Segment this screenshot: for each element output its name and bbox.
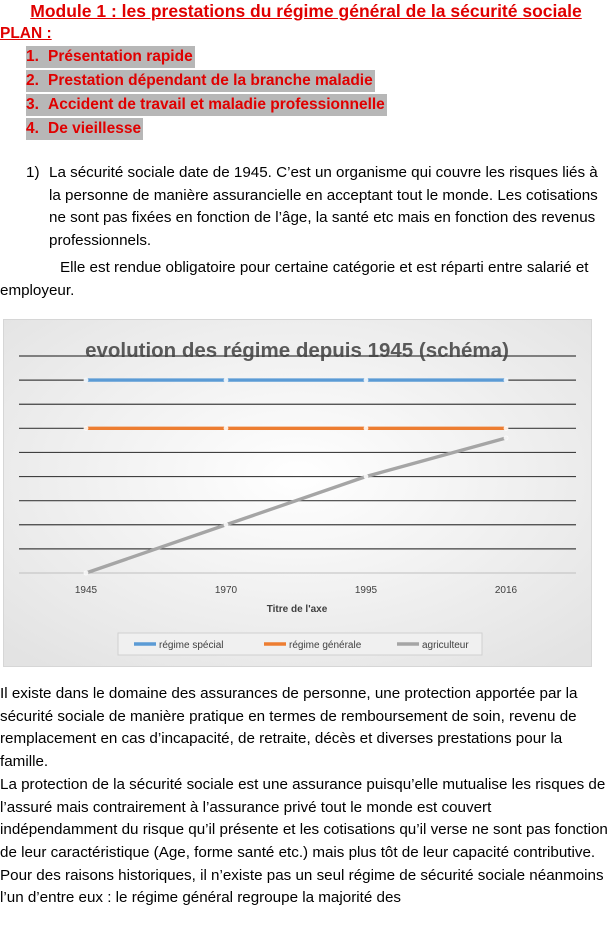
legend-label: agriculteur (422, 640, 469, 651)
x-tick-label: 1970 (214, 585, 238, 596)
legend-label: régime spécial (159, 640, 224, 651)
chart-title: evolution des régime depuis 1945 (schéma) (85, 339, 509, 362)
plan-item-number: 2. (26, 72, 39, 89)
body-text (0, 683, 612, 910)
data-point (504, 436, 509, 441)
plan-item-number: 4. (26, 120, 39, 137)
plan-item-label: De vieillesse (48, 120, 142, 137)
section-1-number: 1) (26, 164, 40, 181)
section-1-paragraph (26, 162, 606, 252)
module-title: Module 1 : les prestations du régime général de la sécurité sociale (30, 1, 582, 21)
plan-item-4 (26, 118, 143, 140)
chart-svg (4, 320, 591, 666)
evolution-chart (3, 319, 592, 667)
plan-item-number: 1. (26, 48, 39, 65)
data-point (84, 571, 89, 576)
data-point (364, 378, 369, 383)
data-point (224, 522, 229, 527)
x-tick-label: 2016 (494, 585, 518, 596)
data-point (504, 378, 509, 383)
plan-item-number: 3. (26, 96, 39, 113)
data-point (84, 426, 89, 431)
data-point (84, 378, 89, 383)
data-point (364, 426, 369, 431)
data-point (504, 426, 509, 431)
section-1-text-2: Elle est rendue obligatoire pour certaine catégorie et est réparti entre salarié et employeur. (0, 259, 589, 299)
legend-label: régime générale (289, 640, 362, 651)
body-paragraph-2: La protection de la sécurité sociale est une assurance puisqu’elle mutualise les risques de l’assuré mais contrairement à l’assurance privé tout le monde est couvert indépendamment du risque qu’il présente et les cotisations qu’il verse ne sont pas fonction de leur caractéristique (Age, forme santé etc.) mais plus tôt de leur capacité contributive. (0, 775, 608, 861)
plan-item-label: Accident de travail et maladie professionnelle (48, 96, 385, 113)
plan-item-label: Prestation dépendant de la branche maladie (48, 72, 373, 89)
section-1-continuation (0, 257, 612, 302)
data-point (224, 378, 229, 383)
plan-heading: PLAN : (0, 25, 52, 42)
plan-item-3 (26, 94, 387, 116)
data-point (224, 426, 229, 431)
plan-item-2 (26, 70, 375, 92)
x-tick-label: 1945 (74, 585, 98, 596)
plan-item-label: Présentation rapide (48, 48, 193, 65)
body-paragraph-3: Pour des raisons historiques, il n’existe pas un seul régime de sécurité sociale néanmoins l’un d’entre eux : le régime général regroupe la majorité des (0, 866, 604, 907)
x-tick-label: 1995 (354, 585, 378, 596)
plan-item-1 (26, 46, 195, 68)
x-axis-title: Titre de l'axe (266, 604, 328, 615)
data-point (364, 474, 369, 479)
section-1-text: La sécurité sociale date de 1945. C’est un organisme qui couvre les risques liés à la personne de manière assurancielle en acceptant tout le monde. Les cotisations ne sont pas fixées en fonction de l’âge, la santé etc mais en fonction des revenus professionnels. (49, 164, 598, 249)
body-paragraph-1: Il existe dans le domaine des assurances de personne, une protection apportée par la sécurité sociale de manière pratique en termes de remboursement de soin, revenu de remplacement en cas d’incapacité, de retraite, décès et diverses prestations pour la famille. (0, 685, 578, 771)
